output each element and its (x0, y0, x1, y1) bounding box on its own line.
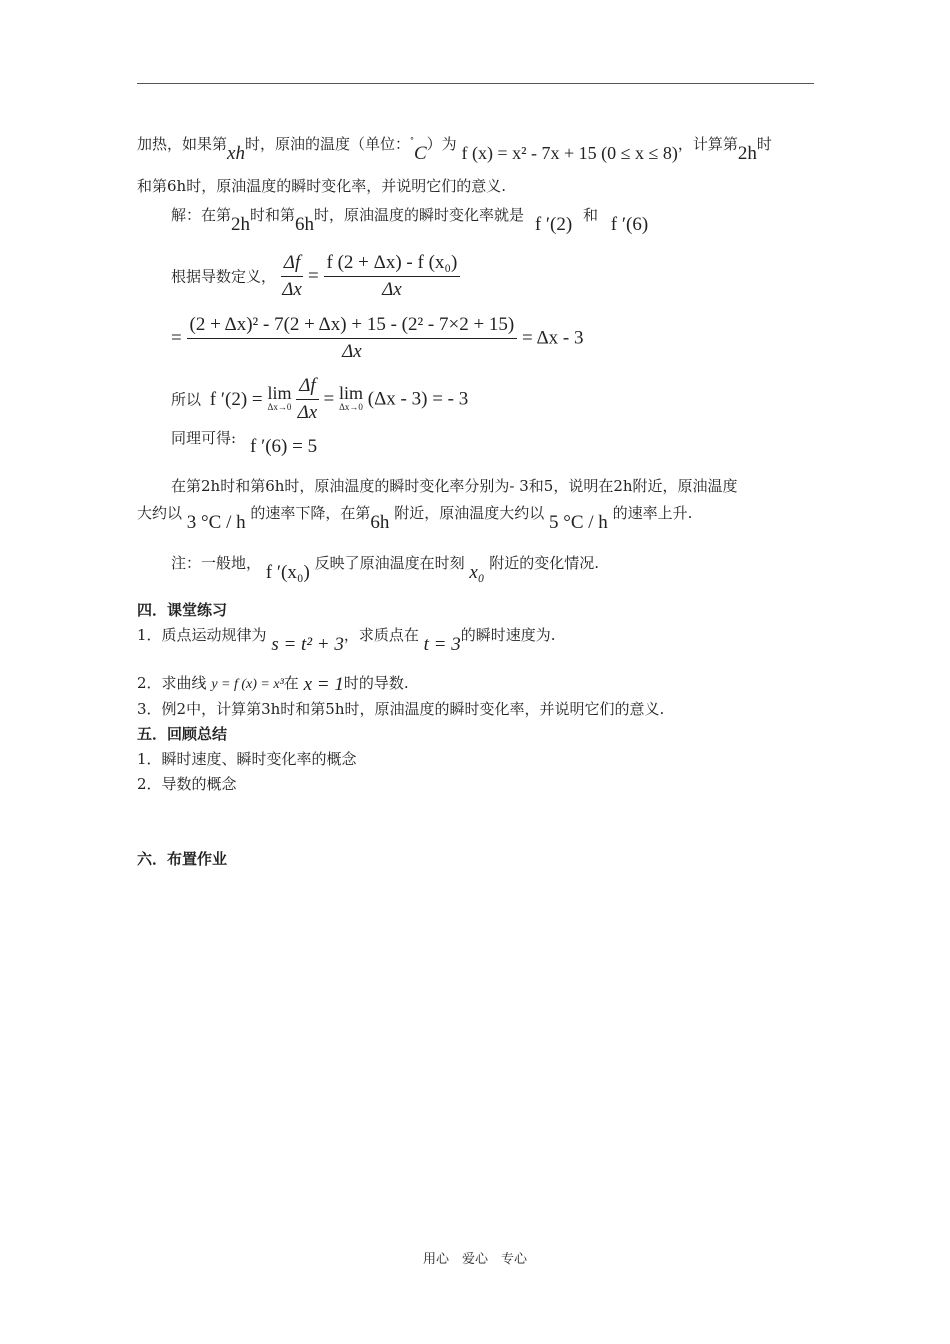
section-6-heading: 六．布置作业 (137, 850, 228, 868)
lim-sub-2: Δx→0 (339, 401, 363, 412)
fraction-step (187, 314, 518, 363)
note-text-c: 附近的变化情况. (489, 554, 599, 572)
intro-line-2: 和第6h时，原油温度的瞬时变化率，并说明它们的意义. (137, 177, 506, 195)
exercise-1 (137, 625, 556, 655)
conclusion-line-2 (137, 503, 693, 533)
math-note-x0: x₀ (469, 562, 485, 583)
intro-line-1: 加热，如果第xh时，原油的温度（单位：°C）为 f (x) = x² - 7x + 15 (0 ≤ x ≤ 8)，计算第2h时 (137, 135, 772, 164)
solution-text-3: 时，原油温度的瞬时变化率就是 (314, 206, 525, 224)
summary-item-1: 1．瞬时速度、瞬时变化率的概念 (137, 750, 357, 768)
limit-1 (267, 382, 292, 414)
math-2h-b: 2h (231, 214, 251, 235)
intro-text-3: ）为 (426, 135, 457, 153)
exercise-2 (137, 673, 409, 695)
note-text-a: 注：一般地， (171, 554, 262, 572)
fraction-definition (324, 252, 461, 301)
similar-line (171, 428, 236, 448)
limit-line: 所以 f ′(2) = lim Δx→0 $\frac{\Delta f}{\Delta x}$ = lim Δx→0 (Δx - 3) = - 3 (171, 375, 469, 423)
lim-sub-1: Δx→0 (267, 401, 292, 412)
exercise-3: 3．例2中，计算第3h时和第5h时，原油温度的瞬时变化率，并说明它们的意义. (137, 700, 665, 718)
frac-den-dx: Δx (282, 279, 302, 300)
intro-text-2: 时，原油的温度（单位： (244, 135, 410, 153)
intro-text-4: ，计算第 (677, 135, 738, 153)
solution-text-1: 解：在第 (171, 206, 232, 224)
frac-def-num: f (2 + Δx) - f (x₀) (324, 252, 461, 277)
similar-result (250, 437, 317, 457)
q2-text-c: 时的导数. (343, 674, 409, 692)
lim-word-1: lim (267, 382, 292, 403)
def-label: 根据导数定义， (171, 267, 277, 286)
frac-step-den: Δx (342, 341, 362, 362)
math-q2-x: x = 1 (303, 674, 344, 695)
intro-text-1: 加热，如果第 (137, 135, 228, 153)
solution-and: 和 (583, 206, 599, 224)
frac-num-df: Δf (281, 252, 303, 277)
derivative-definition: 根据导数定义， $\frac{\Delta f}{\Delta x}$ = $\frac{\text{f (2 + Δx) - f (x₀)}}{\Delta x}$ (171, 252, 460, 301)
section-4-heading: 四．课堂练习 (137, 601, 228, 619)
math-xh: xh (227, 143, 245, 164)
concl-text-c: 附近，原油温度大约以 (394, 504, 545, 522)
header-rule (137, 83, 814, 84)
concl-text-b: 的速率下降，在第 (250, 504, 371, 522)
math-note-f: f ′(x₀) (265, 562, 310, 583)
math-q1-formula: s = t² + 3 (271, 634, 344, 655)
math-fprime-2-lim: f ′(2) = (209, 388, 263, 410)
math-fprime-6: f ′(6) (610, 214, 649, 235)
fraction-limit (296, 375, 318, 424)
math-6h-b: 6h (370, 512, 390, 533)
frac-step-num: (2 + Δx)² - 7(2 + Δx) + 15 - (2² - 7×2 + 15) (187, 314, 518, 339)
math-2h: 2h (737, 143, 757, 164)
math-unit-c: C (413, 143, 427, 164)
lim-word-2: lim (338, 382, 363, 403)
concl-text-a: 大约以 (137, 504, 183, 522)
summary-item-2: 2．导数的概念 (137, 775, 237, 793)
lim-frac-num: Δf (296, 375, 318, 400)
limit-2 (338, 382, 363, 414)
q1-text-b: ，求质点在 (343, 626, 419, 644)
page-footer: 用心 爱心 专心 (422, 1252, 527, 1267)
intro-text-5: 时 (756, 135, 772, 153)
math-fprime-2: f ′(2) (534, 214, 573, 235)
section-5-heading: 五．回顾总结 (137, 725, 228, 743)
math-fprime-6-result: f ′(6) = 5 (250, 436, 318, 457)
math-fx-formula: f (x) = x² - 7x + 15 (0 ≤ x ≤ 8) (461, 143, 678, 163)
conclusion-line-1: 在第2h时和第6h时，原油温度的瞬时变化率分别为- 3和5，说明在2h附近，原油温度 (171, 477, 738, 495)
q1-text-c: 的瞬时速度为. (460, 626, 556, 644)
concl-text-d: 的速率上升. (612, 504, 693, 522)
lim-tail: (Δx - 3) = - 3 (367, 388, 469, 410)
math-rate-5: 5 °C / h (548, 512, 608, 533)
math-q2-formula: y = f (x) = x³ (211, 677, 284, 692)
similar-label: 同理可得: (171, 429, 237, 447)
step-result: = Δx - 3 (522, 327, 584, 349)
so-label: 所以 (171, 390, 202, 409)
math-rate-3: 3 °C / h (186, 512, 246, 533)
solution-text-2: 时和第 (250, 206, 296, 224)
fraction-df-dx (281, 252, 303, 301)
solution-line-1 (171, 205, 649, 235)
q2-text-b: 在 (283, 674, 299, 692)
derivative-step: = $\frac{\text{(2 + Δx)² - 7(2 + Δx) + 15 - (2² - 7×2 + 15)}}{\Delta x}$ = Δx - 3 (171, 314, 584, 362)
q1-text-a: 1．质点运动规律为 (137, 626, 267, 644)
lim-frac-den: Δx (297, 402, 318, 423)
frac-def-den: Δx (382, 279, 402, 300)
math-q1-t: t = 3 (423, 634, 461, 655)
note-text-b: 反映了原油温度在时刻 (314, 554, 465, 572)
note-line (171, 553, 599, 583)
q2-text-a: 2．求曲线 (137, 674, 207, 692)
math-6h: 6h (295, 214, 315, 235)
